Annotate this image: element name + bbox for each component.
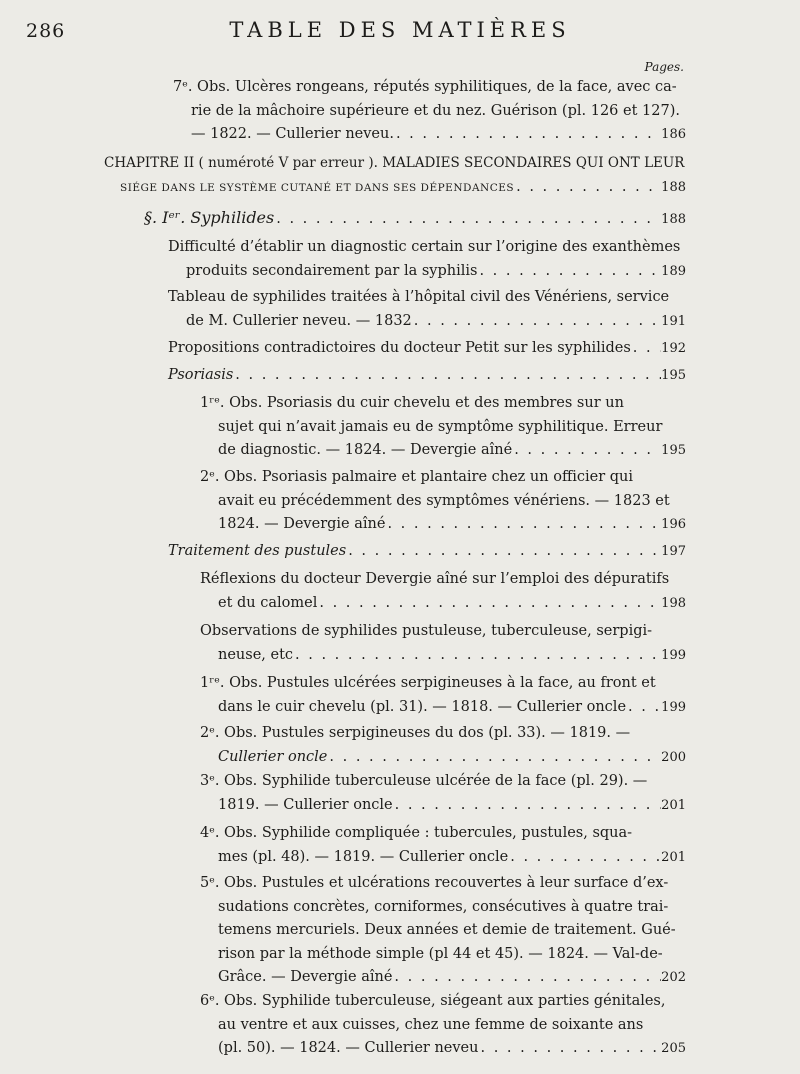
entry-line: temens mercuriels. Deux années et demie de traitement. Gué- [218,922,676,938]
toc-entry [200,466,686,537]
entry-line: Réflexions du docteur Devergie aîné sur l’emploi des dépuratifs [200,571,670,587]
entry-text: — 1822. — Cullerier neveu. [191,126,394,142]
toc-entry [168,364,686,388]
entry-leader-line [144,206,686,232]
toc-entry [173,76,686,147]
entry-text: Cullerier oncle [218,748,328,765]
toc-entry [168,286,686,333]
entry-page: 189 [661,263,686,279]
entry-page: 198 [661,595,686,611]
entry-leader-line [218,439,686,463]
entry-text: produits secondairement par la syphilis [186,262,478,279]
entry-page: 195 [661,368,686,383]
entry-leader-line [218,644,686,668]
entry-text: mes (pl. 48). — 1819. — Cullerier oncle [218,848,509,865]
entry-leader-line [186,260,686,284]
entry-line: 2ᵉ. Obs. Psoriasis palmaire et plantaire chez un officier qui [200,469,634,485]
entry-text: 1824. — Devergie aîné [218,516,386,532]
entry-line: 2ᵉ. Obs. Pustules serpigineuses du dos (pl. 33). — 1819. — [200,725,631,741]
entry-page: 200 [661,749,686,765]
entry-text: neuse, etc [218,646,294,663]
entry-page: 199 [661,699,686,715]
entry-leader-line [168,364,686,388]
toc-entry [200,620,686,667]
toc-entry [200,822,686,869]
entry-page: 201 [661,849,686,865]
entry-page: 197 [661,544,686,559]
entry-text: 1819. — Cullerier oncle [218,796,393,813]
entry-leader-line [218,966,686,990]
entry-page: 191 [661,313,686,329]
entry-text: Grâce. — Devergie aîné [218,969,393,985]
entry-line: 6ᵉ. Obs. Syphilide tuberculeuse, siégeant aux parties génitales, [200,993,666,1009]
toc-entry [200,770,686,817]
toc-entry [168,337,686,361]
chapter-heading [104,152,686,200]
entry-page: 202 [661,970,686,985]
toc-entry [200,568,686,615]
page-title: TABLE DES MATIÈRES [229,18,571,42]
entry-line: 1ʳᵉ. Obs. Pustules ulcérées serpigineuses à la face, au front et [200,675,656,691]
entry-leader-line [191,123,686,147]
entry-page: 192 [661,341,686,356]
toc-entry [200,392,686,463]
toc-entry [200,872,686,990]
entry-page: 188 [661,212,686,227]
entry-line: Tableau de syphilides traitées à l’hôpital civil des Vénériens, service [168,289,670,305]
entry-leader-line [104,176,686,201]
entry-text: §. Iᵉʳ. Syphilides [144,208,275,227]
toc-entry [168,540,686,564]
entry-leader-line [186,310,686,334]
toc-entry [200,990,686,1061]
entry-page: 201 [661,797,686,813]
page-number: 286 [26,20,66,42]
entry-leader-line [168,337,686,361]
toc-entry [200,722,686,769]
entry-text: SIÉGE DANS LE SYSTÈME CUTANÉ ET DANS SES DÉPENDANCES [120,181,515,194]
entry-line: 5ᵉ. Obs. Pustules et ulcérations recouvertes à leur surface d’ex- [200,875,669,891]
entry-line: Difficulté d’établir un diagnostic certain sur l’origine des exanthèmes [168,239,681,255]
entry-text: Propositions contradictoires du docteur Petit sur les syphilides [168,340,631,356]
entry-line: rie de la mâchoire supérieure et du nez. Guérison (pl. 126 et 127). [191,102,680,119]
entry-line: Observations de syphilides pustuleuse, tuberculeuse, serpigi- [200,623,653,639]
entry-text: Psoriasis [168,367,234,383]
entry-page: 205 [661,1041,686,1056]
toc-entry [144,206,686,232]
entry-leader-line [218,696,686,720]
entry-page: 186 [661,127,686,142]
entry-line: avait eu précédemment des symptômes vénériens. — 1823 et [218,492,670,509]
entry-text: Traitement des pustules [168,543,347,559]
entry-line: 4ᵉ. Obs. Syphilide compliquée : tubercules, pustules, squa- [200,825,633,841]
entry-leader-line [218,794,686,818]
toc-entry [168,236,686,283]
entry-line: 7ᵉ. Obs. Ulcères rongeans, réputés syphilitiques, de la face, avec ca- [173,79,677,95]
entry-leader-line [218,592,686,616]
entry-line: sudations concrètes, corniformes, consécutives à quatre trai- [218,898,669,915]
entry-leader-line [218,746,686,770]
toc-entry [200,672,686,719]
entry-line: CHAPITRE II ( numéroté V par erreur ). MALADIES SECONDAIRES QUI ONT LEUR [104,155,685,171]
entry-text: et du calomel [218,594,318,611]
entry-text: de diagnostic. — 1824. — Devergie aîné [218,442,513,458]
entry-line: 1ʳᵉ. Obs. Psoriasis du cuir chevelu et des membres sur un [200,395,624,411]
entry-page: 196 [661,517,686,532]
entry-leader-line [168,540,686,564]
entry-line: 3ᵉ. Obs. Syphilide tuberculeuse ulcérée de la face (pl. 29). — [200,773,648,789]
entry-text: dans le cuir chevelu (pl. 31). — 1818. — Cullerier oncle [218,698,627,715]
entry-page: 188 [661,179,686,195]
entry-line: sujet qui n’avait jamais eu de symptôme syphilitique. Erreur [218,418,663,435]
pages-column-label: Pages. [644,60,684,74]
entry-page: 195 [661,443,686,458]
entry-leader-line [218,1037,686,1061]
entry-line: rison par la méthode simple (pl 44 et 45). — 1824. — Val-de- [218,945,663,962]
entry-leader-line [218,846,686,870]
entry-leader-line [218,513,686,537]
entry-page: 199 [661,647,686,663]
entry-text: de M. Cullerier neveu. — 1832 [186,312,412,329]
entry-text: (pl. 50). — 1824. — Cullerier neveu [218,1040,479,1056]
entry-line: au ventre et aux cuisses, chez une femme de soixante ans [218,1016,644,1033]
